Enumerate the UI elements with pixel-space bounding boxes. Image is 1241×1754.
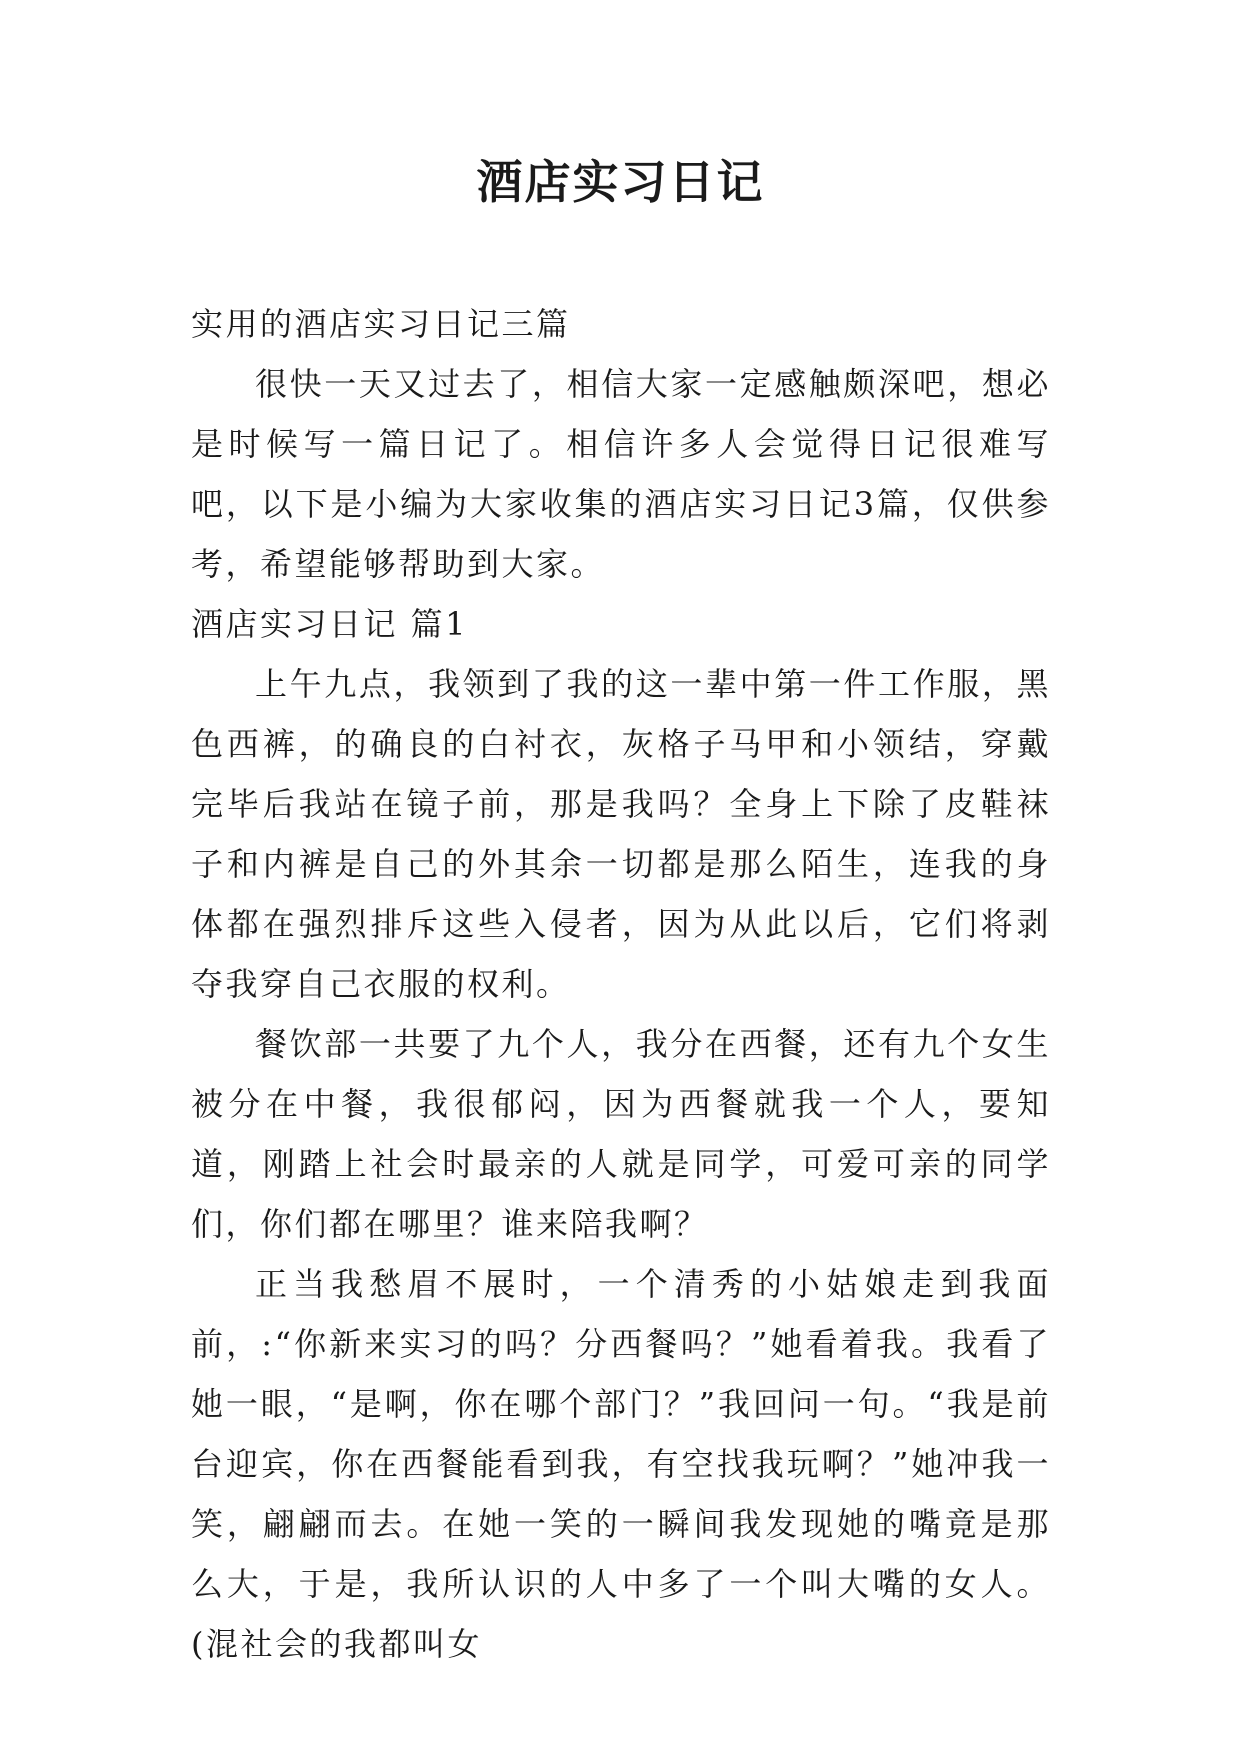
- page-title: 酒店实习日记: [476, 155, 765, 209]
- document-body: [191, 294, 1051, 1674]
- body-paragraph: 上午九点，我领到了我的这一辈中第一件工作服，黑色西裤，的确良的白衬衣，灰格子马甲和小领结，穿戴完毕后我站在镜子前，那是我吗？全身上下除了皮鞋袜子和内裤是自己的外其余一切都是那么陌生，连我的身体都在强烈排斥这些入侵者，因为从此以后，它们将剥夺我穿自己衣服的权利。: [191, 665, 1051, 1003]
- section-heading: 酒店实习日记 篇1: [191, 605, 469, 643]
- body-paragraph: 正当我愁眉不展时，一个清秀的小姑娘走到我面前，:“你新来实习的吗？分西餐吗？”她看着我。我看了她一眼，“是啊，你在哪个部门？”我回问一句。“我是前台迎宾，你在西餐能看到我，有空找我玩啊？”她冲我一笑，翩翩而去。在她一笑的一瞬间我发现她的嘴竟是那么大，于是，我所认识的人中多了一个叫大嘴的女人。(混社会的我都叫女: [191, 1265, 1051, 1663]
- body-paragraph: 餐饮部一共要了九个人，我分在西餐，还有九个女生被分在中餐，我很郁闷，因为西餐就我一个人，要知道，刚踏上社会时最亲的人就是同学，可爱可亲的同学们，你们都在哪里？谁来陪我啊？: [191, 1025, 1051, 1243]
- document-subtitle: 实用的酒店实习日记三篇: [191, 305, 571, 343]
- intro-paragraph: 很快一天又过去了，相信大家一定感触颇深吧，想必是时候写一篇日记了。相信许多人会觉得日记很难写吧，以下是小编为大家收集的酒店实习日记3篇，仅供参考，希望能够帮助到大家。: [191, 365, 1051, 583]
